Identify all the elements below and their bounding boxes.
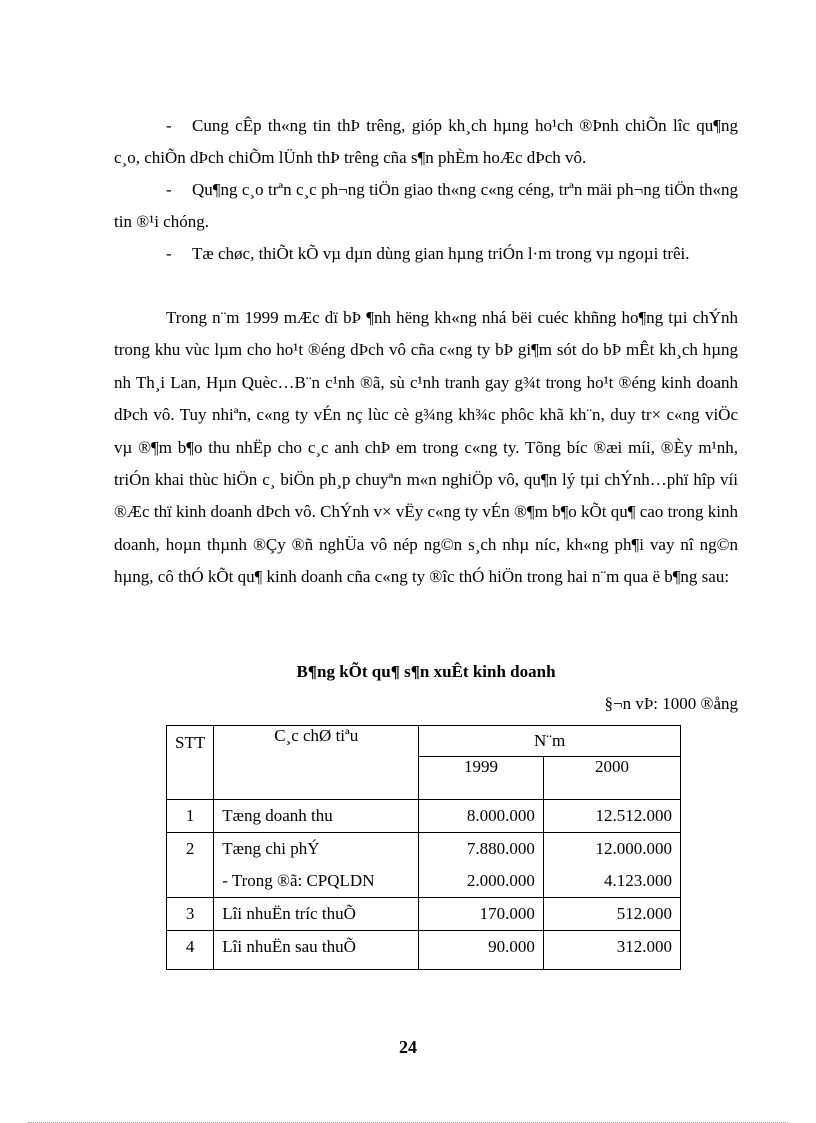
cell-2000: 12.512.000	[543, 800, 680, 833]
cell-indicator: Lîi nhuËn sau thuÕ	[214, 931, 419, 970]
header-stt: STT	[167, 726, 214, 800]
cell-stt: 2	[167, 833, 214, 898]
table-row	[167, 800, 681, 833]
header-indicator: C¸c chØ tiªu	[214, 726, 419, 800]
table-title: B¶ng kÕt qu¶ s¶n xuÊt kinh doanh	[296, 662, 556, 681]
bullet-dash: -	[166, 180, 172, 199]
results-table	[166, 725, 681, 970]
bullet-paragraph-3	[114, 238, 738, 270]
cell-indicator: Tæng doanh thu	[214, 800, 419, 833]
table-row	[167, 865, 681, 898]
cell-2000: 312.000	[543, 931, 680, 970]
bullet-dash: -	[166, 244, 172, 263]
cell-1999: 7.880.000	[419, 833, 544, 866]
table-header-row	[167, 726, 681, 757]
bullet-paragraph-2	[114, 174, 738, 239]
table-row	[167, 931, 681, 970]
table-unit: §¬n vÞ: 1000 ®ång	[604, 694, 738, 713]
paragraph-text: Qu¶ng c¸o trªn c¸c ph¬ng tiÖn giao th«ng c«ng céng, trªn mäi ph¬ng tiÖn th«ng tin ®¹i chóng.	[114, 180, 738, 232]
page-number: 24	[399, 1037, 417, 1057]
cell-stt: 4	[167, 931, 214, 970]
cell-2000: 4.123.000	[543, 865, 680, 898]
cell-stt: 3	[167, 898, 214, 931]
bullet-paragraph-1	[114, 110, 738, 175]
cell-1999: 8.000.000	[419, 800, 544, 833]
table-row	[167, 833, 681, 866]
cell-2000: 12.000.000	[543, 833, 680, 866]
header-year-group: N¨m	[419, 726, 681, 757]
bullet-dash: -	[166, 116, 172, 135]
header-year-2000: 2000	[543, 757, 680, 800]
cell-indicator: Tæng chi phÝ	[214, 833, 419, 866]
cell-indicator: - Trong ®ã: CPQLDN	[214, 865, 419, 898]
table-row	[167, 898, 681, 931]
cell-1999: 90.000	[419, 931, 544, 970]
body-paragraph: Trong n¨m 1999 mÆc dï bÞ ¶nh hëng kh«ng nhá bëi cuéc khñng ho¶ng tµi chÝnh trong khu vùc lµm cho ho¹t ®éng dÞch vô cña c«ng ty bÞ gi¶m sót do bÞ mÊt kh¸ch hµng nh Th¸i Lan, Hµn Quèc…B¨n c¹nh ®ã, sù c¹nh tranh gay g¾t trong ho¹t ®éng kinh doanh dÞch vô. Tuy nhiªn, c«ng ty vÉn nç lùc cè g¾ng kh¾c phôc khã kh¨n, duy tr× c«ng viÖc vµ ®¶m b¶o thu nhËp cho c¸c anh chÞ em trong c«ng ty. Tõng bíc ®æi míi, ®Èy m¹nh, triÓn khai thùc hiÖn c¸ biÖn ph¸p chuyªn m«n nghiÖp vô, qu¶n lý tµi chÝnh…phï hîp víi ®Æc thï kinh doanh dÞch vô. ChÝnh v× vËy c«ng ty vÉn ®¶m b¶o kÕt qu¶ cao trong kinh doanh, hoµn thµnh ®Çy ®ñ nghÜa vô nép ng©n s¸ch nhµ níc, kh«ng ph¶i vay nî ng©n hµng, cô thÓ kÕt qu¶ kinh doanh cña c«ng ty ®îc thÓ hiÖn trong hai n¨m qua ë b¶ng sau:	[114, 308, 738, 587]
header-year-1999: 1999	[419, 757, 544, 800]
paragraph-text: Cung cÊp th«ng tin thÞ trêng, gióp kh¸ch hµng ho¹ch ®Þnh chiÕn lîc qu¶ng c¸o, chiÕn dÞch chiÕm lÜnh thÞ trêng cña s¶n phÈm hoÆc dÞch vô.	[114, 116, 738, 168]
cell-2000: 512.000	[543, 898, 680, 931]
cell-stt: 1	[167, 800, 214, 833]
cell-1999: 170.000	[419, 898, 544, 931]
cell-1999: 2.000.000	[419, 865, 544, 898]
cell-indicator: Lîi nhuËn tríc thuÕ	[214, 898, 419, 931]
paragraph-text: Tæ chøc, thiÕt kÕ vµ dµn dùng gian hµng triÓn l·m trong vµ ngoµi trêi.	[192, 244, 690, 263]
